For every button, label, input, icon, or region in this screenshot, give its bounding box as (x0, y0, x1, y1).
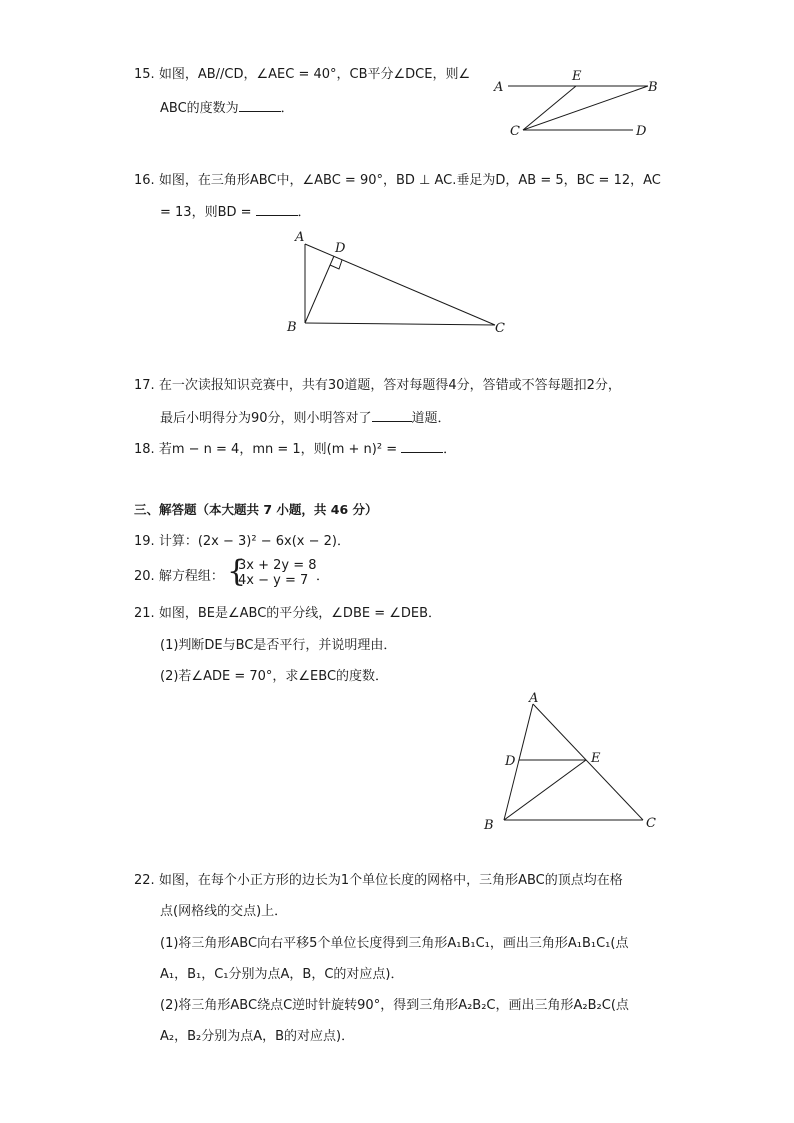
question-22-part2-line1: (2)将三角形ABC绕点C逆时针旋转90°，得到三角形A₂B₂C，画出三角形A₂B₂C(点 (160, 998, 629, 1013)
section-heading: 三、解答题（本大题共 7 小题，共 46 分） (134, 502, 378, 517)
question-number: 17. (134, 378, 155, 393)
answer-blank[interactable] (239, 98, 281, 112)
line-CE (523, 86, 576, 130)
punctuation: ． (297, 205, 311, 220)
question-17-line1 (134, 376, 621, 396)
question-text: 道题． (411, 411, 451, 426)
question-22-part2-line2: A₂，B₂分别为点A，B的对应点)． (160, 1029, 355, 1044)
question-text: ABC的度数为 (160, 101, 239, 116)
question-19 (134, 532, 350, 552)
line-CB (523, 86, 648, 130)
question-21-part2: (2)若∠ADE = 70°，求∠EBC的度数． (160, 669, 389, 684)
question-text: 如图，在三角形ABC中，∠ABC = 90°，BD ⊥ AC.垂足为D，AB = 5，BC = 12，AC (158, 173, 661, 188)
question-text: 解方程组： (158, 569, 224, 584)
question-21-part1: (1)判断DE与BC是否平行，并说明理由． (160, 638, 397, 653)
label-D: D (505, 754, 516, 769)
q15-figure (488, 66, 668, 146)
question-text: 如图，AB//CD，∠AEC = 40°，CB平分∠DCE，则∠ (158, 67, 471, 82)
q16-figure (285, 228, 515, 338)
question-22-part1-line2: A₁，B₁，C₁分别为点A，B，C的对应点)． (160, 967, 404, 982)
answer-blank[interactable] (256, 202, 298, 216)
question-16-line2 (160, 202, 311, 223)
label-B: B (484, 818, 494, 833)
question-number: 19. (134, 534, 155, 549)
question-text: 如图，BE是∠ABC的平分线，∠DBE = ∠DEB． (158, 606, 442, 621)
label-D: D (335, 241, 346, 256)
question-22-line2: 点(网格线的交点)上． (160, 904, 288, 919)
question-18 (134, 439, 456, 460)
question-22-line1 (134, 871, 623, 891)
question-text: 最后小明得分为90分，则小明答对了 (160, 411, 372, 426)
question-number: 18. (134, 442, 155, 457)
label-C: C (646, 816, 656, 831)
question-20 (134, 567, 224, 587)
question-text: = 13，则BD = (160, 205, 252, 220)
label-B: B (287, 320, 297, 335)
label-C: C (495, 321, 505, 336)
answer-blank[interactable] (401, 439, 443, 453)
question-17-line2 (160, 408, 451, 429)
equation-2: 4x − y = 7 (238, 573, 309, 588)
question-number: 21. (134, 606, 155, 621)
label-A: A (295, 230, 305, 245)
punctuation: ． (316, 569, 330, 584)
question-text: 在一次读报知识竞赛中，共有30道题，答对每题得4分，答错或不答每题扣2分， (158, 378, 621, 393)
question-number: 15. (134, 67, 155, 82)
question-number: 16. (134, 173, 155, 188)
label-A: A (494, 80, 504, 95)
equation-1: 3x + 2y = 8 (238, 558, 317, 573)
equation-brace: { (227, 554, 247, 589)
label-C: C (510, 124, 520, 139)
question-16-line1 (134, 171, 661, 191)
punctuation: ． (280, 101, 294, 116)
label-E: E (591, 751, 601, 766)
q21-figure (478, 690, 668, 835)
label-A: A (529, 691, 539, 706)
side-BC (305, 323, 495, 325)
question-15-line1 (134, 65, 470, 85)
question-22-part1-line1: (1)将三角形ABC向右平移5个单位长度得到三角形A₁B₁C₁，画出三角形A₁B₁C₁(点 (160, 936, 629, 951)
label-E: E (572, 69, 582, 84)
question-15-line2 (160, 98, 294, 119)
question-21-line1 (134, 604, 441, 624)
question-text: 计算：(2x − 3)² − 6x(x − 2)． (158, 534, 350, 549)
question-number: 20. (134, 569, 155, 584)
label-B: B (648, 80, 658, 95)
side-AC (533, 704, 643, 820)
altitude-BD (305, 256, 334, 323)
answer-blank[interactable] (372, 408, 412, 422)
punctuation: ． (443, 442, 457, 457)
question-number: 22. (134, 873, 155, 888)
question-text: 如图，在每个小正方形的边长为1个单位长度的网格中，三角形ABC的顶点均在格 (158, 873, 623, 888)
label-D: D (636, 124, 647, 139)
question-text: 若m − n = 4，mn = 1，则(m + n)² = (158, 442, 398, 457)
